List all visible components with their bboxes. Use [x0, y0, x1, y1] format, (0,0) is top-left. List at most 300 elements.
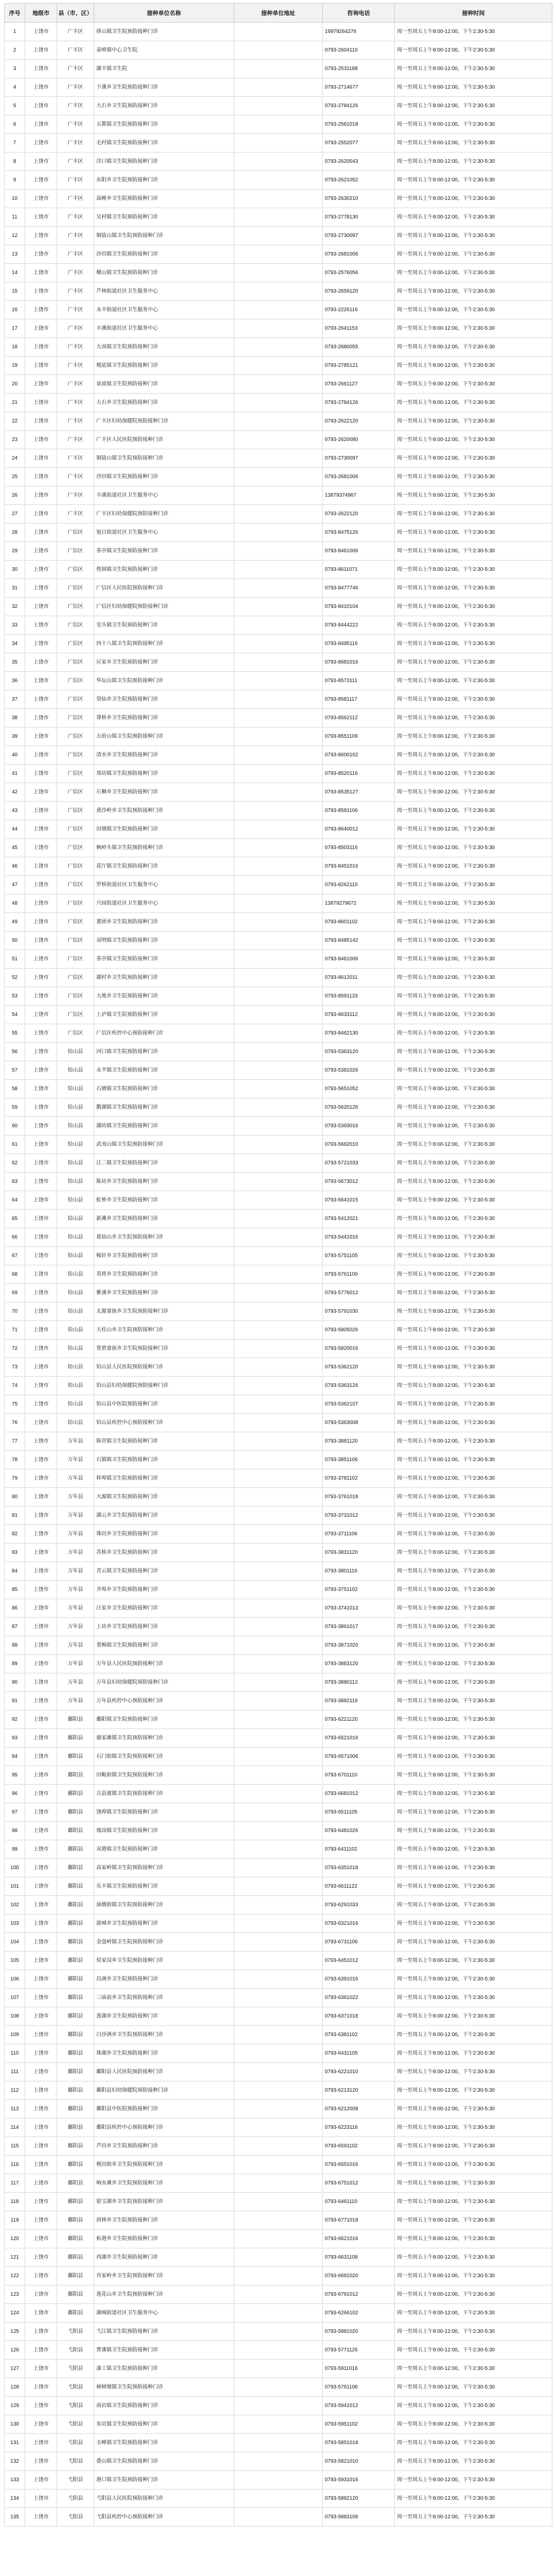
cell-phone: 19979264276 [323, 23, 395, 41]
cell-phone: 0793-8562112 [323, 709, 395, 727]
cell-phone: 0793-2641153 [323, 319, 395, 338]
cell-unit-address [234, 2211, 323, 2230]
table-row [5, 1914, 552, 1933]
cell-unit-name: 皂头镇卫生院预防接种门诊 [94, 616, 234, 635]
header-col-no: 序号 [5, 4, 25, 23]
cell-district: 弋阳县 [57, 2434, 94, 2452]
table-row [5, 2100, 552, 2119]
cell-unit-address [234, 1636, 323, 1655]
table-row [5, 1340, 552, 1358]
cell-hours: 周一至周五上午8:00-12:00，下午2:30-5:30 [395, 301, 552, 319]
cell-hours: 周一至周五上午8:00-12:00，下午2:30-5:30 [395, 1117, 552, 1136]
cell-district: 铅山县 [57, 1377, 94, 1395]
cell-unit-address [234, 1840, 323, 1859]
cell-unit-address [234, 1284, 323, 1302]
cell-unit-name: 旭日街道社区卫生服务中心 [94, 523, 234, 542]
cell-no: 89 [5, 1655, 25, 1673]
cell-unit-address [234, 2007, 323, 2026]
cell-city: 上饶市 [25, 1432, 57, 1451]
cell-city: 上饶市 [25, 913, 57, 931]
cell-hours: 周一至周五上午8:00-12:00，下午2:30-5:30 [395, 2174, 552, 2193]
cell-city: 上饶市 [25, 1952, 57, 1970]
cell-hours: 周一至周五上午8:00-12:00，下午2:30-5:30 [395, 653, 552, 672]
cell-hours: 周一至周五上午8:00-12:00，下午2:30-5:30 [395, 357, 552, 375]
cell-hours: 周一至周五上午8:00-12:00，下午2:30-5:30 [395, 1080, 552, 1098]
cell-phone: 0793-8520116 [323, 765, 395, 783]
cell-district: 鄱阳县 [57, 1989, 94, 2007]
cell-phone: 0793-8485142 [323, 931, 395, 950]
cell-unit-address [234, 1395, 323, 1414]
cell-no: 83 [5, 1544, 25, 1562]
cell-hours: 周一至周五上午8:00-12:00，下午2:30-5:30 [395, 431, 552, 449]
cell-unit-name: 陈营镇卫生院预防接种门诊 [94, 1432, 234, 1451]
cell-unit-name: 广丰区妇幼保健院预防接种门诊 [94, 412, 234, 431]
cell-unit-address [234, 1710, 323, 1729]
cell-phone: 0793-8573111 [323, 672, 395, 690]
cell-unit-name: 广丰区人民医院预防接种门诊 [94, 431, 234, 449]
cell-phone: 0793-2620080 [323, 431, 395, 449]
cell-unit-address [234, 1265, 323, 1284]
cell-unit-name: 上坊乡卫生院预防接种门诊 [94, 1618, 234, 1636]
cell-unit-name: 朱坑镇卫生院预防接种门诊 [94, 2415, 234, 2434]
cell-unit-address [234, 2193, 323, 2211]
cell-no: 69 [5, 1284, 25, 1302]
cell-unit-address [234, 2119, 323, 2137]
cell-district: 万年县 [57, 1581, 94, 1599]
cell-hours: 周一至周五上午8:00-12:00，下午2:30-5:30 [395, 171, 552, 190]
cell-unit-address [234, 1525, 323, 1544]
cell-phone: 0793-6751012 [323, 2174, 395, 2193]
table-row [5, 635, 552, 653]
cell-unit-address [234, 41, 323, 60]
cell-unit-address [234, 2285, 323, 2304]
cell-hours: 周一至周五上午8:00-12:00，下午2:30-5:30 [395, 1562, 552, 1581]
cell-phone: 0793-6701110 [323, 1766, 395, 1785]
cell-city: 上饶市 [25, 1117, 57, 1136]
cell-hours: 周一至周五上午8:00-12:00，下午2:30-5:30 [395, 2285, 552, 2304]
cell-no: 31 [5, 579, 25, 598]
cell-unit-name: 青云镇卫生院预防接种门诊 [94, 1562, 234, 1581]
cell-unit-address [234, 2360, 323, 2378]
cell-unit-name: 东阳乡卫生院预防接种门诊 [94, 171, 234, 190]
cell-no: 104 [5, 1933, 25, 1952]
cell-district: 铅山县 [57, 1098, 94, 1117]
cell-unit-name: 董团乡卫生院预防接种门诊 [94, 913, 234, 931]
cell-district: 弋阳县 [57, 2489, 94, 2508]
cell-hours: 周一至周五上午8:00-12:00，下午2:30-5:30 [395, 1284, 552, 1302]
cell-hours: 周一至周五上午8:00-12:00，下午2:30-5:30 [395, 1859, 552, 1877]
table-row [5, 41, 552, 60]
cell-district: 广丰区 [57, 115, 94, 134]
cell-no: 130 [5, 2415, 25, 2434]
cell-hours: 周一至周五上午8:00-12:00，下午2:30-5:30 [395, 1228, 552, 1247]
cell-hours: 周一至周五上午8:00-12:00，下午2:30-5:30 [395, 894, 552, 913]
cell-hours: 周一至周五上午8:00-12:00，下午2:30-5:30 [395, 598, 552, 616]
cell-city: 上饶市 [25, 1247, 57, 1265]
table-row [5, 616, 552, 635]
cell-unit-name: 圭峰镇卫生院预防接种门诊 [94, 2434, 234, 2452]
cell-unit-name: 铅山县妇幼保健院预防接种门诊 [94, 1377, 234, 1395]
cell-city: 上饶市 [25, 1655, 57, 1673]
cell-unit-address [234, 1544, 323, 1562]
cell-hours: 周一至周五上午8:00-12:00，下午2:30-5:30 [395, 1933, 552, 1952]
cell-city: 上饶市 [25, 1469, 57, 1488]
table-row [5, 1284, 552, 1302]
cell-no: 78 [5, 1451, 25, 1469]
cell-hours: 周一至周五上午8:00-12:00，下午2:30-5:30 [395, 523, 552, 542]
cell-phone: 0793-2659120 [323, 282, 395, 301]
cell-unit-address [234, 394, 323, 412]
cell-phone: 0793-5951102 [323, 2415, 395, 2434]
cell-city: 上饶市 [25, 2434, 57, 2452]
cell-unit-name: 三庙前乡卫生院预防接种门诊 [94, 1989, 234, 2007]
table-row [5, 913, 552, 931]
cell-phone: 0793-3781102 [323, 1469, 395, 1488]
table-row [5, 245, 552, 264]
table-row [5, 1210, 552, 1228]
cell-no: 54 [5, 1006, 25, 1024]
cell-no: 112 [5, 2081, 25, 2100]
cell-district: 广丰区 [57, 338, 94, 357]
table-row [5, 2026, 552, 2044]
cell-unit-address [234, 2044, 323, 2063]
cell-phone: 0793-2622120 [323, 412, 395, 431]
cell-unit-name: 泉波镇卫生院预防接种门诊 [94, 375, 234, 394]
cell-no: 59 [5, 1098, 25, 1117]
cell-hours: 周一至周五上午8:00-12:00，下午2:30-5:30 [395, 282, 552, 301]
cell-district: 广信区 [57, 523, 94, 542]
cell-district: 铅山县 [57, 1154, 94, 1173]
cell-no: 114 [5, 2119, 25, 2137]
cell-hours: 周一至周五上午8:00-12:00，下午2:30-5:30 [395, 338, 552, 357]
cell-unit-address [234, 227, 323, 245]
cell-hours: 周一至周五上午8:00-12:00，下午2:30-5:30 [395, 969, 552, 987]
table-row [5, 468, 552, 486]
cell-unit-name: 枧田街乡卫生院预防接种门诊 [94, 2156, 234, 2174]
cell-unit-address [234, 1228, 323, 1247]
cell-city: 上饶市 [25, 1080, 57, 1098]
cell-district: 鄱阳县 [57, 1710, 94, 1729]
cell-district: 万年县 [57, 1562, 94, 1581]
table-row [5, 1228, 552, 1247]
cell-city: 上饶市 [25, 97, 57, 115]
cell-phone: 0793-2622120 [323, 505, 395, 523]
cell-phone: 0793-6213120 [323, 2081, 395, 2100]
cell-no: 4 [5, 78, 25, 97]
cell-district: 铅山县 [57, 1228, 94, 1247]
cell-hours: 周一至周五上午8:00-12:00，下午2:30-5:30 [395, 1191, 552, 1210]
cell-hours: 周一至周五上午8:00-12:00，下午2:30-5:30 [395, 2378, 552, 2397]
cell-unit-name: 毛村镇卫生院预防接种门诊 [94, 134, 234, 152]
table-row [5, 1748, 552, 1766]
cell-city: 上饶市 [25, 1488, 57, 1506]
cell-unit-address [234, 2137, 323, 2156]
table-row [5, 394, 552, 412]
cell-unit-name: 五都镇卫生院预防接种门诊 [94, 115, 234, 134]
cell-no: 118 [5, 2193, 25, 2211]
table-row [5, 1154, 552, 1173]
cell-no: 107 [5, 1989, 25, 2007]
cell-city: 上饶市 [25, 301, 57, 319]
cell-no: 29 [5, 542, 25, 561]
cell-unit-name: 壶峤镇中心卫生院 [94, 41, 234, 60]
table-row [5, 2137, 552, 2156]
cell-no: 91 [5, 1692, 25, 1710]
table-row [5, 412, 552, 431]
table-row [5, 1358, 552, 1377]
table-row [5, 2174, 552, 2193]
cell-city: 上饶市 [25, 2119, 57, 2137]
cell-hours: 周一至周五上午8:00-12:00，下午2:30-5:30 [395, 1098, 552, 1117]
cell-phone: 0793-6221010 [323, 2063, 395, 2081]
cell-city: 上饶市 [25, 1377, 57, 1395]
cell-hours: 周一至周五上午8:00-12:00，下午2:30-5:30 [395, 1136, 552, 1154]
cell-district: 鄱阳县 [57, 1896, 94, 1914]
table-row [5, 1766, 552, 1785]
cell-no: 60 [5, 1117, 25, 1136]
cell-district: 铅山县 [57, 1414, 94, 1432]
cell-hours: 周一至周五上午8:00-12:00，下午2:30-5:30 [395, 1358, 552, 1377]
cell-hours: 周一至周五上午8:00-12:00，下午2:30-5:30 [395, 2211, 552, 2230]
cell-hours: 周一至周五上午8:00-12:00，下午2:30-5:30 [395, 2397, 552, 2415]
cell-unit-name: 金盘岭镇卫生院预防接种门诊 [94, 1933, 234, 1952]
cell-unit-name: 湖村乡卫生院预防接种门诊 [94, 969, 234, 987]
cell-hours: 周一至周五上午8:00-12:00，下午2:30-5:30 [395, 1840, 552, 1859]
cell-no: 44 [5, 820, 25, 839]
cell-city: 上饶市 [25, 134, 57, 152]
cell-unit-name: 铜钹山镇卫生院预防接种门诊 [94, 449, 234, 468]
cell-district: 弋阳县 [57, 2360, 94, 2378]
table-row [5, 876, 552, 894]
cell-unit-address [234, 1952, 323, 1970]
cell-unit-address [234, 2248, 323, 2267]
cell-unit-address [234, 486, 323, 505]
cell-district: 鄱阳县 [57, 1914, 94, 1933]
cell-no: 117 [5, 2174, 25, 2193]
cell-unit-name: 侯家岗乡卫生院预防接种门诊 [94, 1952, 234, 1970]
cell-city: 上饶市 [25, 1989, 57, 2007]
cell-unit-address [234, 2156, 323, 2174]
cell-city: 上饶市 [25, 876, 57, 894]
cell-phone: 0793-6371018 [323, 2007, 395, 2026]
cell-unit-name: 篁碧畲族乡卫生院预防接种门诊 [94, 1340, 234, 1358]
cell-unit-name: 郑坊镇卫生院预防接种门诊 [94, 765, 234, 783]
cell-no: 88 [5, 1636, 25, 1655]
cell-district: 广信区 [57, 913, 94, 931]
cell-district: 鄱阳县 [57, 2248, 94, 2267]
cell-city: 上饶市 [25, 412, 57, 431]
cell-hours: 周一至周五上午8:00-12:00，下午2:30-5:30 [395, 931, 552, 950]
cell-phone: 0793-5911016 [323, 2360, 395, 2378]
cell-no: 34 [5, 635, 25, 653]
cell-phone: 0793-8475126 [323, 523, 395, 542]
cell-unit-name: 鄱阳县妇幼保健院预防接种门诊 [94, 2081, 234, 2100]
cell-district: 鄱阳县 [57, 1970, 94, 1989]
cell-unit-address [234, 1469, 323, 1488]
cell-hours: 周一至周五上午8:00-12:00，下午2:30-5:30 [395, 1210, 552, 1228]
cell-hours: 周一至周五上午8:00-12:00，下午2:30-5:30 [395, 1302, 552, 1321]
cell-hours: 周一至周五上午8:00-12:00，下午2:30-5:30 [395, 449, 552, 468]
cell-hours: 周一至周五上午8:00-12:00，下午2:30-5:30 [395, 2063, 552, 2081]
cell-unit-address [234, 1562, 323, 1581]
cell-city: 上饶市 [25, 1006, 57, 1024]
cell-hours: 周一至周五上午8:00-12:00，下午2:30-5:30 [395, 672, 552, 690]
cell-unit-address [234, 208, 323, 227]
cell-phone: 0793-5776012 [323, 1284, 395, 1302]
cell-city: 上饶市 [25, 1710, 57, 1729]
cell-district: 广信区 [57, 746, 94, 765]
cell-no: 47 [5, 876, 25, 894]
cell-no: 35 [5, 653, 25, 672]
cell-district: 万年县 [57, 1451, 94, 1469]
table-row [5, 1321, 552, 1340]
cell-phone: 0793-2561018 [323, 115, 395, 134]
cell-hours: 周一至周五上午8:00-12:00，下午2:30-5:30 [395, 1766, 552, 1785]
table-row [5, 598, 552, 616]
table-row [5, 1692, 552, 1710]
cell-no: 68 [5, 1265, 25, 1284]
cell-hours: 周一至周五上午8:00-12:00，下午2:30-5:30 [395, 1043, 552, 1061]
cell-unit-address [234, 134, 323, 152]
cell-no: 125 [5, 2323, 25, 2341]
cell-unit-address [234, 1766, 323, 1785]
cell-unit-name: 铜钹山镇卫生院预防接种门诊 [94, 227, 234, 245]
cell-unit-address [234, 375, 323, 394]
cell-hours: 周一至周五上午8:00-12:00，下午2:30-5:30 [395, 1710, 552, 1729]
cell-city: 上饶市 [25, 2323, 57, 2341]
cell-phone: 0793-5363120 [323, 1043, 395, 1061]
cell-phone: 0793-8640012 [323, 820, 395, 839]
cell-city: 上饶市 [25, 2156, 57, 2174]
cell-no: 84 [5, 1562, 25, 1581]
cell-hours: 周一至周五上午8:00-12:00，下午2:30-5:30 [395, 802, 552, 820]
cell-unit-address [234, 2100, 323, 2119]
cell-unit-address [234, 672, 323, 690]
cell-no: 115 [5, 2137, 25, 2156]
cell-city: 上饶市 [25, 2304, 57, 2323]
cell-district: 铅山县 [57, 1321, 94, 1340]
table-row [5, 746, 552, 765]
cell-unit-address [234, 2471, 323, 2489]
table-row [5, 505, 552, 523]
cell-no: 63 [5, 1173, 25, 1191]
cell-phone: 0793-5881020 [323, 2323, 395, 2341]
cell-district: 鄱阳县 [57, 1859, 94, 1877]
cell-unit-address [234, 1024, 323, 1043]
cell-hours: 周一至周五上午8:00-12:00，下午2:30-5:30 [395, 2341, 552, 2360]
cell-city: 上饶市 [25, 2341, 57, 2360]
cell-phone: 0793-2784126 [323, 394, 395, 412]
cell-district: 铅山县 [57, 1173, 94, 1191]
cell-no: 73 [5, 1358, 25, 1377]
cell-city: 上饶市 [25, 1636, 57, 1655]
cell-city: 上饶市 [25, 690, 57, 709]
cell-city: 上饶市 [25, 950, 57, 969]
cell-phone: 0793-6291033 [323, 1896, 395, 1914]
cell-phone: 0793-8462130 [323, 1024, 395, 1043]
cell-no: 64 [5, 1191, 25, 1210]
cell-city: 上饶市 [25, 431, 57, 449]
cell-district: 广信区 [57, 672, 94, 690]
cell-unit-address [234, 1136, 323, 1154]
table-row [5, 2415, 552, 2434]
cell-hours: 周一至周五上午8:00-12:00，下午2:30-5:30 [395, 1506, 552, 1525]
cell-unit-name: 石狮乡卫生院预防接种门诊 [94, 783, 234, 802]
table-row [5, 2452, 552, 2471]
cell-unit-name: 昌洲乡卫生院预防接种门诊 [94, 1970, 234, 1989]
cell-hours: 周一至周五上午8:00-12:00，下午2:30-5:30 [395, 1173, 552, 1191]
cell-hours: 周一至周五上午8:00-12:00，下午2:30-5:30 [395, 727, 552, 746]
cell-phone: 0793-2730097 [323, 227, 395, 245]
cell-no: 132 [5, 2452, 25, 2471]
cell-no: 43 [5, 802, 25, 820]
cell-phone: 0793-5362107 [323, 1395, 395, 1414]
table-row [5, 190, 552, 208]
cell-unit-address [234, 1340, 323, 1358]
cell-city: 上饶市 [25, 1544, 57, 1562]
table-row [5, 1395, 552, 1414]
cell-no: 100 [5, 1859, 25, 1877]
cell-city: 上饶市 [25, 2100, 57, 2119]
cell-no: 8 [5, 152, 25, 171]
cell-phone: 0793-8581117 [323, 690, 395, 709]
table-row [5, 282, 552, 301]
cell-unit-address [234, 264, 323, 282]
header-col-unit-name: 接种单位名称 [94, 4, 234, 23]
cell-hours: 周一至周五上午8:00-12:00，下午2:30-5:30 [395, 2304, 552, 2323]
cell-district: 广信区 [57, 820, 94, 839]
cell-city: 上饶市 [25, 1191, 57, 1210]
cell-unit-address [234, 579, 323, 598]
cell-unit-name: 新滩乡卫生院预防接种门诊 [94, 1210, 234, 1228]
cell-no: 105 [5, 1952, 25, 1970]
cell-phone: 0793-5363126 [323, 1377, 395, 1395]
cell-unit-name: 珠田乡卫生院预防接种门诊 [94, 1525, 234, 1544]
cell-district: 广信区 [57, 579, 94, 598]
cell-no: 10 [5, 190, 25, 208]
cell-unit-address [234, 1191, 323, 1210]
cell-unit-address [234, 635, 323, 653]
table-row [5, 2341, 552, 2360]
cell-city: 上饶市 [25, 1748, 57, 1766]
cell-hours: 周一至周五上午8:00-12:00，下午2:30-5:30 [395, 2323, 552, 2341]
cell-phone: 0793-5820016 [323, 1340, 395, 1358]
cell-unit-address [234, 412, 323, 431]
table-row [5, 542, 552, 561]
table-row [5, 1506, 552, 1525]
cell-district: 铅山县 [57, 1247, 94, 1265]
cell-unit-name: 游城乡卫生院预防接种门诊 [94, 1914, 234, 1933]
cell-unit-name: 华坛山镇卫生院预防接种门诊 [94, 672, 234, 690]
cell-phone: 0793-5673012 [323, 1173, 395, 1191]
cell-phone: 0793-6691020 [323, 2267, 395, 2285]
cell-district: 广信区 [57, 542, 94, 561]
cell-unit-name: 石镇镇卫生院预防接种门诊 [94, 1451, 234, 1469]
cell-phone: 0793-2576056 [323, 264, 395, 282]
cell-city: 上饶市 [25, 2285, 57, 2304]
cell-unit-address [234, 876, 323, 894]
cell-no: 76 [5, 1414, 25, 1432]
cell-district: 鄱阳县 [57, 2007, 94, 2026]
cell-phone: 0793-8503116 [323, 839, 395, 857]
cell-city: 上饶市 [25, 1562, 57, 1581]
cell-no: 38 [5, 709, 25, 727]
table-row [5, 1265, 552, 1284]
cell-district: 弋阳县 [57, 2323, 94, 2341]
cell-no: 108 [5, 2007, 25, 2026]
cell-phone: 0793-2621052 [323, 171, 395, 190]
cell-hours: 周一至周五上午8:00-12:00，下午2:30-5:30 [395, 765, 552, 783]
